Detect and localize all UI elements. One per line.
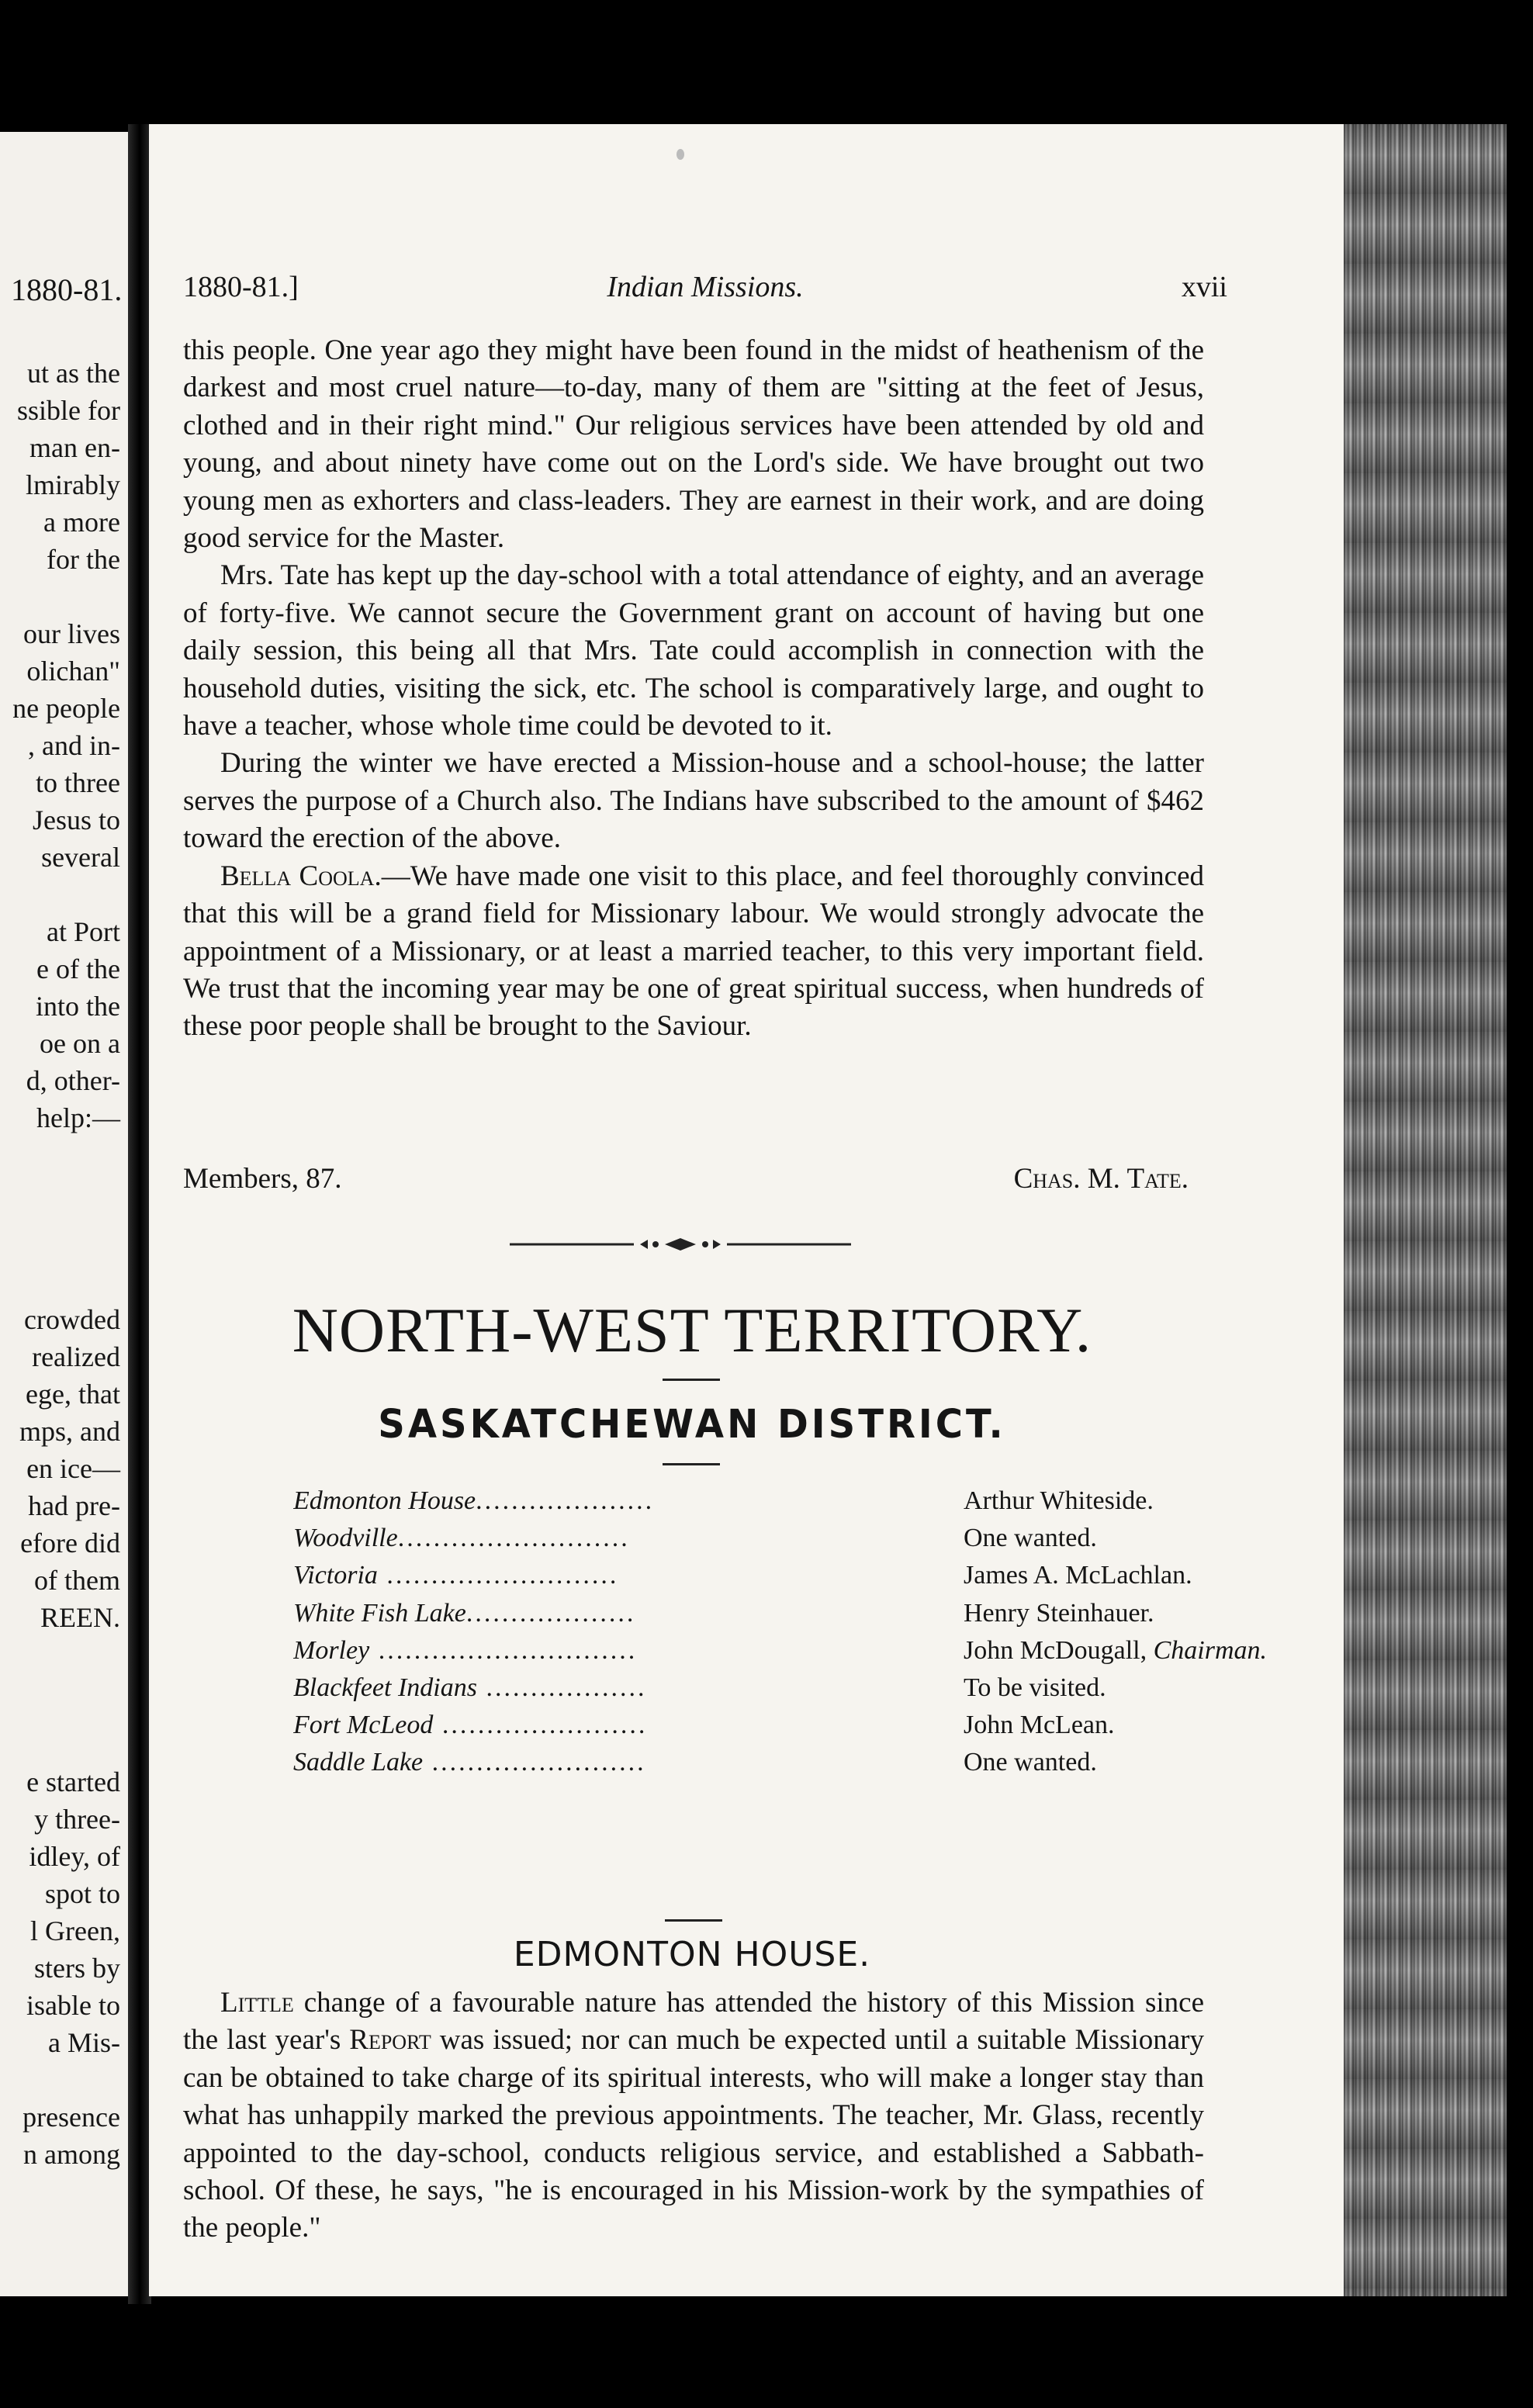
paragraph-edmonton <box>183 1984 1204 2247</box>
left-page-line: realized <box>32 1341 120 1372</box>
station-person <box>964 1673 1106 1703</box>
left-page-line: mps, and <box>19 1416 120 1447</box>
person-name: John McLean. <box>964 1711 1115 1740</box>
person-name: John McDougall, <box>964 1635 1154 1665</box>
person-name: James A. McLachlan. <box>964 1561 1192 1590</box>
left-page-line: idley, of <box>29 1841 120 1872</box>
paragraph-bella-coola <box>183 858 1204 1046</box>
left-page-line: n among <box>23 2139 120 2170</box>
station-person <box>964 1561 1192 1590</box>
paper-blemish <box>677 149 684 160</box>
left-page-line: ege, that <box>26 1379 120 1410</box>
person-name: Arthur Whiteside. <box>964 1486 1154 1515</box>
section-rule <box>665 1919 722 1922</box>
district-rule <box>663 1463 720 1465</box>
station-person <box>964 1748 1097 1777</box>
station-name <box>293 1748 774 1777</box>
left-page-line: REEN. <box>40 1602 120 1633</box>
station-name <box>293 1711 774 1740</box>
left-page-line: into the <box>36 991 120 1022</box>
left-page-header: 1880-81. <box>11 272 123 307</box>
left-page-line: , and in- <box>28 730 120 761</box>
signature: Chas. M. Tate. <box>1013 1163 1189 1195</box>
left-page-line: for the <box>47 544 120 575</box>
edmonton-body <box>183 1984 1204 2247</box>
page-number: xvii <box>1181 271 1227 303</box>
paragraph-mission-house: During the winter we have erected a Mission-house and a school-house; the latter serves the purpose of a Church also. The Indians have subscribed to the amount of $462 toward the erection of the above. <box>183 747 1204 855</box>
title-rule <box>663 1379 720 1381</box>
station-name <box>293 1486 774 1516</box>
left-page-line: at Port <box>47 916 120 947</box>
station-place: Edmonton House <box>293 1486 476 1515</box>
left-page-line: spot to <box>44 1878 120 1909</box>
left-page-line: several <box>41 842 120 873</box>
edmonton-report-word: Report <box>349 2024 431 2057</box>
leader-dots: .................... <box>476 1486 655 1515</box>
left-page-line: lmirably <box>26 469 120 500</box>
person-role: Chairman. <box>1153 1635 1268 1665</box>
running-header <box>183 270 1227 309</box>
paragraph-continuation: this people. One year ago they might have been found in the midst of heathenism of the darkest and most cruel nature—to-day, many of them are "sitting at the feet of Jesus, clothed and in their right mind." Our religious services have been attended by old and young, and about ninety have come out on the Lord's side. We have brought out two young men as exhorters and class-leaders. They are earnest in their work, and are doing good service for the Master. <box>183 334 1204 555</box>
edmonton-text-1: change of a favourable nature has attended the history of this Mission since the last year's <box>183 1987 1204 2057</box>
station-row <box>293 1673 1162 1711</box>
station-list <box>293 1486 1268 1786</box>
person-name: Henry Steinhauer. <box>964 1598 1154 1628</box>
ornamental-divider <box>510 1235 851 1254</box>
page-edges <box>1344 124 1507 2296</box>
left-page-line: d, other- <box>26 1065 120 1096</box>
left-page-line: of them <box>34 1565 120 1596</box>
station-place: Victoria <box>293 1561 378 1590</box>
left-page-line: e started <box>26 1766 120 1797</box>
bella-coola-text: —We have made one visit to this place, and feel thoroughly convinced that this will be a grand field for Missionary labour. We would strongly advocate the appointment of a Missionary, or at least a married teacher, to this very important field. We trust that the incoming year may be one of great spiritual success, when hundreds of these poor people shall be brought to the Saviour. <box>183 860 1205 1043</box>
left-page-line: e of the <box>36 953 120 984</box>
left-page-line: help:— <box>36 1102 120 1133</box>
left-page-line: en ice— <box>26 1453 120 1484</box>
station-row <box>293 1748 1162 1785</box>
book-gutter <box>128 124 151 2304</box>
left-page-line: oe on a <box>40 1028 120 1059</box>
left-page-line: ssible for <box>17 395 120 426</box>
station-place: Morley <box>293 1635 370 1665</box>
station-person <box>964 1711 1115 1740</box>
left-page-line: had pre- <box>28 1490 120 1521</box>
station-row <box>293 1524 1162 1561</box>
station-place: Blackfeet Indians <box>293 1673 477 1702</box>
left-page-line: ut as the <box>27 358 120 389</box>
left-page-line: l Green, <box>30 1915 120 1946</box>
left-page-line: ne people <box>12 693 120 724</box>
station-name <box>293 1636 774 1666</box>
station-person <box>964 1524 1097 1553</box>
district-title: SASKATCHEWAN DISTRICT. <box>378 1401 1006 1448</box>
left-page-line: presence <box>22 2102 120 2133</box>
left-page-line: sters by <box>34 1953 120 1984</box>
region-title: NORTH-WEST TERRITORY. <box>292 1295 1092 1365</box>
station-row <box>293 1711 1162 1748</box>
left-page-line: a Mis- <box>48 2027 120 2058</box>
report-body <box>183 332 1204 1046</box>
station-name <box>293 1599 774 1628</box>
adjacent-left-page <box>0 132 128 2296</box>
station-row <box>293 1635 1268 1673</box>
leader-dots: ........................ <box>423 1748 646 1777</box>
person-name: To be visited. <box>964 1673 1106 1702</box>
station-person <box>964 1599 1154 1628</box>
left-page-line: our lives <box>23 618 120 649</box>
section-heading: EDMONTON HOUSE. <box>513 1935 871 1974</box>
leader-dots: ............................. <box>369 1635 638 1665</box>
left-page-line: y three- <box>34 1804 120 1835</box>
person-name: One wanted. <box>964 1524 1097 1553</box>
station-row <box>293 1486 1162 1524</box>
station-person <box>964 1636 1267 1666</box>
leader-dots: ....................... <box>433 1711 648 1740</box>
station-place: Woodville <box>293 1524 398 1553</box>
left-page-line: to three <box>36 767 120 798</box>
edmonton-text-2: was issued; nor can much be expected until a suitable Missionary can be obtained to take charge of its spiritual interests, who will make a longer stay than what has unhappily marked the previous appointments. The teacher, Mr. Glass, recently appointed to the day-school, conducts religious service, and established a Sabbath-school. Of these, he says, "he is encouraged in his Mission-work by the sympathies of the people." <box>183 2024 1204 2244</box>
leader-dots: ................... <box>465 1598 636 1628</box>
left-page-line: efore did <box>20 1527 120 1559</box>
bella-coola-lead: Bella Coola. <box>220 860 382 892</box>
station-place: White Fish Lake <box>293 1598 466 1628</box>
station-name <box>293 1561 774 1590</box>
left-page-line: olichan" <box>26 656 120 687</box>
station-row <box>293 1561 1192 1598</box>
edmonton-lead: Little <box>220 1987 294 2019</box>
leader-dots: .......................... <box>377 1561 619 1590</box>
leader-dots: .......................... <box>397 1524 630 1553</box>
left-page-line: crowded <box>24 1304 120 1335</box>
station-name <box>293 1524 774 1553</box>
header-title: Indian Missions. <box>607 271 804 303</box>
person-name: One wanted. <box>964 1748 1097 1777</box>
station-person <box>964 1486 1154 1516</box>
left-page-line: Jesus to <box>32 804 120 836</box>
paragraph-day-school: Mrs. Tate has kept up the day-school with a total attendance of eighty, and an average of forty-five. We cannot secure the Government grant on account of having but one daily session, this being all that Mrs. Tate could accomplish in connection with the household duties, visiting the sick, etc. The school is comparatively large, and ought to have a teacher, whose whole time could be devoted to it. <box>183 559 1204 742</box>
header-year: 1880-81.] <box>183 271 299 303</box>
left-page-line: isable to <box>26 1990 120 2021</box>
book-page <box>149 124 1344 2296</box>
station-name <box>293 1673 774 1703</box>
station-place: Saddle Lake <box>293 1748 424 1777</box>
station-place: Fort McLeod <box>293 1711 434 1740</box>
left-page-line: man en- <box>29 432 120 463</box>
members-count: Members, 87. <box>183 1163 342 1195</box>
station-row <box>293 1599 1162 1636</box>
left-page-line: a more <box>43 507 120 538</box>
leader-dots: .................. <box>476 1673 647 1702</box>
